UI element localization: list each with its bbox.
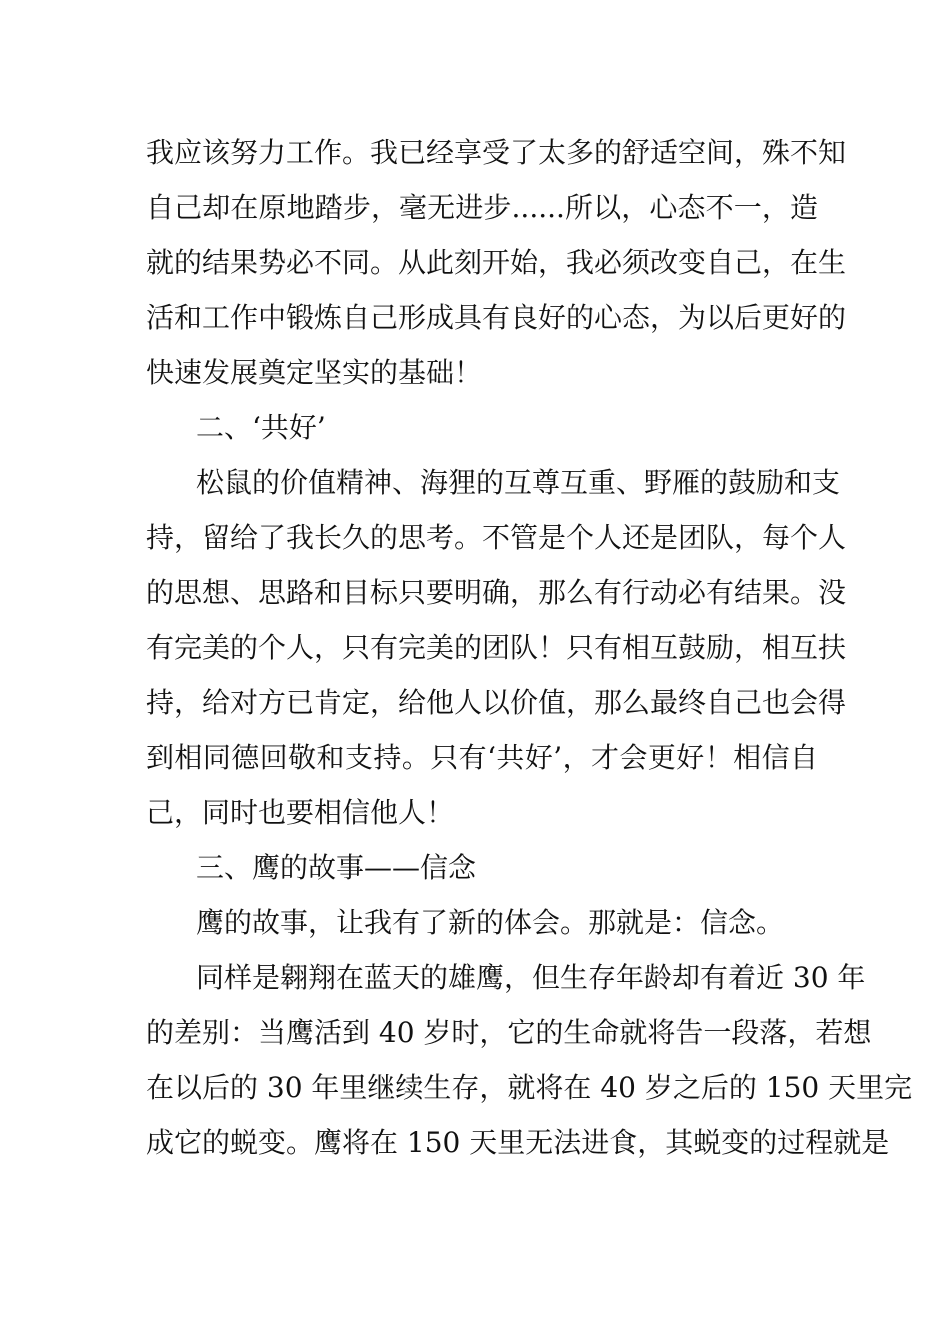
text-line: 己，同时也要相信他人！ bbox=[146, 796, 455, 829]
text-line: 自己却在原地踏步，毫无进步......所以，心态不一，造 bbox=[146, 191, 818, 224]
text-line: 就的结果势必不同。从此刻开始，我必须改变自己，在生 bbox=[146, 246, 847, 279]
text-line: 同样是翱翔在蓝天的雄鹰，但生存年龄却有着近 30 年 bbox=[196, 961, 866, 994]
text-line: 我应该努力工作。我已经享受了太多的舒适空间，殊不知 bbox=[146, 136, 847, 169]
section-heading-eagle-story: 三、鹰的故事——信念 bbox=[196, 851, 477, 884]
text-line: 持，留给了我长久的思考。不管是个人还是团队，每个人 bbox=[146, 521, 847, 554]
text-line: 鹰的故事，让我有了新的体会。那就是：信念。 bbox=[196, 906, 785, 939]
text-line: 成它的蜕变。鹰将在 150 天里无法进食，其蜕变的过程就是 bbox=[146, 1126, 890, 1159]
text-line: 的差别：当鹰活到 40 岁时，它的生命就将告一段落，若想 bbox=[146, 1016, 872, 1049]
text-line: 的思想、思路和目标只要明确，那么有行动必有结果。没 bbox=[146, 576, 847, 609]
text-line: 在以后的 30 年里继续生存，就将在 40 岁之后的 150 天里完 bbox=[146, 1071, 913, 1104]
text-line: 有完美的个人，只有完美的团队！只有相互鼓励，相互扶 bbox=[146, 631, 847, 664]
body-text bbox=[146, 125, 913, 1170]
section-heading-gonghao: 二、‘共好’ bbox=[196, 411, 326, 444]
text-line: 活和工作中锻炼自己形成具有良好的心态，为以后更好的 bbox=[146, 301, 847, 334]
text-line: 松鼠的价值精神、海狸的互尊互重、野雁的鼓励和支 bbox=[196, 466, 841, 499]
text-line: 快速发展奠定坚实的基础！ bbox=[146, 356, 483, 389]
text-line: 持，给对方已肯定，给他人以价值，那么最终自己也会得 bbox=[146, 686, 847, 719]
text-line: 到相同德回敬和支持。只有‘共好’，才会更好！相信自 bbox=[146, 741, 818, 774]
